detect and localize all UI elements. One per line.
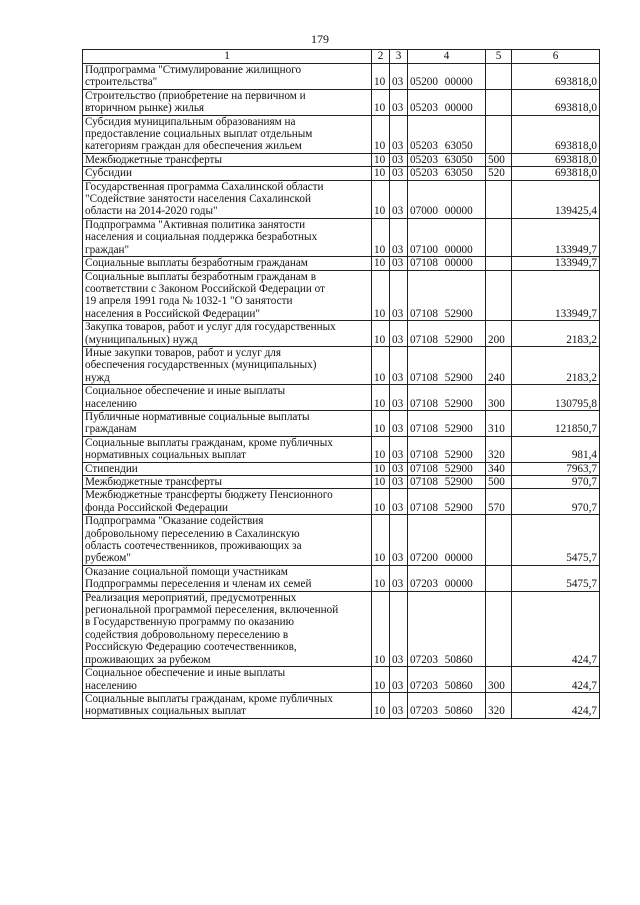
cell-target-article: 05203 63050 [408, 153, 486, 166]
cell-section: 10 [372, 476, 390, 489]
cell-expense-type [486, 115, 512, 153]
table-row [83, 489, 600, 515]
cell-section: 10 [372, 64, 390, 90]
cell-section: 10 [372, 153, 390, 166]
column-header-amount: 6 [512, 50, 600, 64]
cell-subsection: 03 [390, 115, 408, 153]
cell-subsection: 03 [390, 462, 408, 475]
cell-name: Стипендии [83, 462, 372, 475]
cell-section: 10 [372, 436, 390, 462]
cell-target-article: 07203 50860 [408, 591, 486, 666]
cell-expense-type: 300 [486, 667, 512, 693]
cell-amount: 133949,7 [512, 218, 600, 256]
cell-target-article: 07108 52900 [408, 321, 486, 347]
cell-name: Социальные выплаты безработным гражданам [83, 257, 372, 270]
table-row [83, 180, 600, 218]
cell-target-article: 07108 52900 [408, 346, 486, 384]
cell-section: 10 [372, 115, 390, 153]
cell-expense-type: 240 [486, 346, 512, 384]
table-row [83, 89, 600, 115]
cell-subsection: 03 [390, 565, 408, 591]
table-row [83, 462, 600, 475]
cell-amount: 970,7 [512, 489, 600, 515]
cell-target-article: 07108 52900 [408, 385, 486, 411]
cell-expense-type: 570 [486, 489, 512, 515]
table-row [83, 385, 600, 411]
cell-name: Социальные выплаты безработным гражданам в соответствии с Законом Российской Федерации от 19 апреля 1991 года № 1032-1 "О занятости населения в Российской Федерации" [83, 270, 372, 321]
cell-subsection: 03 [390, 692, 408, 718]
budget-table [82, 49, 600, 719]
cell-name: Социальное обеспечение и иные выплаты населению [83, 667, 372, 693]
cell-section: 10 [372, 346, 390, 384]
cell-subsection: 03 [390, 218, 408, 256]
cell-name: Субсидия муниципальным образованиям на предоставление социальных выплат отдельным категориям граждан для обеспечения жильем [83, 115, 372, 153]
column-header-subsection: 3 [390, 50, 408, 64]
cell-amount: 424,7 [512, 692, 600, 718]
cell-expense-type: 500 [486, 153, 512, 166]
cell-section: 10 [372, 462, 390, 475]
cell-name: Государственная программа Сахалинской области "Содействие занятости населения Сахалинской области на 2014-2020 годы" [83, 180, 372, 218]
cell-subsection: 03 [390, 436, 408, 462]
cell-amount: 424,7 [512, 667, 600, 693]
cell-section: 10 [372, 89, 390, 115]
cell-expense-type [486, 270, 512, 321]
cell-target-article: 07108 00000 [408, 257, 486, 270]
cell-name: Подпрограмма "Оказание содействия добровольному переселению в Сахалинскую область соотечественников, проживающих за рубежом" [83, 515, 372, 566]
table-row [83, 667, 600, 693]
column-header-section: 2 [372, 50, 390, 64]
cell-name: Подпрограмма "Стимулирование жилищного строительства" [83, 64, 372, 90]
cell-section: 10 [372, 667, 390, 693]
table-row [83, 153, 600, 166]
cell-target-article: 05203 63050 [408, 167, 486, 180]
cell-subsection: 03 [390, 385, 408, 411]
cell-name: Оказание социальной помощи участникам Подпрограммы переселения и членам их семей [83, 565, 372, 591]
table-row [83, 346, 600, 384]
cell-target-article: 07203 00000 [408, 565, 486, 591]
cell-section: 10 [372, 321, 390, 347]
cell-name: Социальные выплаты гражданам, кроме публичных нормативных социальных выплат [83, 692, 372, 718]
cell-section: 10 [372, 489, 390, 515]
cell-target-article: 07108 52900 [408, 436, 486, 462]
cell-expense-type [486, 515, 512, 566]
cell-amount: 133949,7 [512, 257, 600, 270]
cell-subsection: 03 [390, 591, 408, 666]
cell-target-article: 05200 00000 [408, 64, 486, 90]
cell-amount: 7963,7 [512, 462, 600, 475]
cell-subsection: 03 [390, 89, 408, 115]
cell-section: 10 [372, 218, 390, 256]
cell-expense-type: 320 [486, 692, 512, 718]
column-header-expense-type: 5 [486, 50, 512, 64]
cell-name: Межбюджетные трансферты [83, 476, 372, 489]
cell-subsection: 03 [390, 346, 408, 384]
cell-amount: 424,7 [512, 591, 600, 666]
cell-section: 10 [372, 515, 390, 566]
cell-amount: 121850,7 [512, 410, 600, 436]
cell-section: 10 [372, 692, 390, 718]
cell-amount: 693818,0 [512, 115, 600, 153]
cell-amount: 693818,0 [512, 153, 600, 166]
table-row [83, 64, 600, 90]
cell-expense-type [486, 89, 512, 115]
cell-section: 10 [372, 565, 390, 591]
cell-section: 10 [372, 591, 390, 666]
cell-amount: 139425,4 [512, 180, 600, 218]
cell-target-article: 05203 63050 [408, 115, 486, 153]
cell-amount: 693818,0 [512, 89, 600, 115]
cell-expense-type: 200 [486, 321, 512, 347]
table-row [83, 692, 600, 718]
column-header-target-article: 4 [408, 50, 486, 64]
cell-target-article: 07000 00000 [408, 180, 486, 218]
cell-target-article: 07108 52900 [408, 462, 486, 475]
cell-amount: 970,7 [512, 476, 600, 489]
cell-target-article: 07100 00000 [408, 218, 486, 256]
cell-section: 10 [372, 410, 390, 436]
table-row [83, 257, 600, 270]
table-row [83, 436, 600, 462]
table-row [83, 167, 600, 180]
table-row [83, 321, 600, 347]
cell-subsection: 03 [390, 667, 408, 693]
cell-subsection: 03 [390, 270, 408, 321]
cell-name: Публичные нормативные социальные выплаты гражданам [83, 410, 372, 436]
cell-expense-type [486, 591, 512, 666]
cell-expense-type: 500 [486, 476, 512, 489]
cell-subsection: 03 [390, 257, 408, 270]
cell-subsection: 03 [390, 167, 408, 180]
cell-expense-type: 320 [486, 436, 512, 462]
column-header-name: 1 [83, 50, 372, 64]
cell-name: Иные закупки товаров, работ и услуг для обеспечения государственных (муниципальных) нужд [83, 346, 372, 384]
cell-target-article: 07203 50860 [408, 667, 486, 693]
cell-target-article: 07108 52900 [408, 410, 486, 436]
cell-name: Реализация мероприятий, предусмотренных региональной программой переселения, включенной в Государственную программу по оказанию содействия добровольному переселению в Российскую Федерацию соотечественников, проживающих за рубежом [83, 591, 372, 666]
cell-expense-type: 340 [486, 462, 512, 475]
table-row [83, 115, 600, 153]
cell-expense-type: 300 [486, 385, 512, 411]
table-row [83, 218, 600, 256]
cell-name: Межбюджетные трансферты бюджету Пенсионного фонда Российской Федерации [83, 489, 372, 515]
cell-expense-type: 520 [486, 167, 512, 180]
cell-section: 10 [372, 257, 390, 270]
table-row [83, 410, 600, 436]
cell-amount: 2183,2 [512, 346, 600, 384]
cell-name: Подпрограмма "Активная политика занятости населения и социальная поддержка безработных граждан" [83, 218, 372, 256]
cell-subsection: 03 [390, 64, 408, 90]
cell-name: Социальное обеспечение и иные выплаты населению [83, 385, 372, 411]
table-body [83, 64, 600, 719]
cell-expense-type [486, 565, 512, 591]
cell-expense-type [486, 257, 512, 270]
cell-name: Субсидии [83, 167, 372, 180]
cell-name: Строительство (приобретение на первичном и вторичном рынке) жилья [83, 89, 372, 115]
cell-target-article: 07108 52900 [408, 476, 486, 489]
cell-subsection: 03 [390, 180, 408, 218]
cell-amount: 5475,7 [512, 565, 600, 591]
cell-amount: 5475,7 [512, 515, 600, 566]
cell-amount: 693818,0 [512, 167, 600, 180]
cell-section: 10 [372, 385, 390, 411]
cell-subsection: 03 [390, 476, 408, 489]
cell-name: Закупка товаров, работ и услуг для государственных (муниципальных) нужд [83, 321, 372, 347]
cell-section: 10 [372, 180, 390, 218]
cell-target-article: 05203 00000 [408, 89, 486, 115]
table-row [83, 476, 600, 489]
cell-subsection: 03 [390, 410, 408, 436]
cell-section: 10 [372, 167, 390, 180]
cell-amount: 981,4 [512, 436, 600, 462]
cell-expense-type: 310 [486, 410, 512, 436]
cell-section: 10 [372, 270, 390, 321]
cell-name: Межбюджетные трансферты [83, 153, 372, 166]
page-number: 179 [311, 32, 329, 46]
cell-target-article: 07108 52900 [408, 270, 486, 321]
table-row [83, 565, 600, 591]
cell-target-article: 07203 50860 [408, 692, 486, 718]
cell-amount: 2183,2 [512, 321, 600, 347]
table-row [83, 515, 600, 566]
cell-target-article: 07108 52900 [408, 489, 486, 515]
cell-amount: 133949,7 [512, 270, 600, 321]
cell-expense-type [486, 64, 512, 90]
cell-expense-type [486, 218, 512, 256]
cell-target-article: 07200 00000 [408, 515, 486, 566]
table-header-row [83, 50, 600, 64]
cell-amount: 130795,8 [512, 385, 600, 411]
cell-subsection: 03 [390, 153, 408, 166]
cell-amount: 693818,0 [512, 64, 600, 90]
table-row [83, 591, 600, 666]
cell-subsection: 03 [390, 515, 408, 566]
cell-subsection: 03 [390, 489, 408, 515]
table-row [83, 270, 600, 321]
cell-expense-type [486, 180, 512, 218]
cell-subsection: 03 [390, 321, 408, 347]
cell-name: Социальные выплаты гражданам, кроме публичных нормативных социальных выплат [83, 436, 372, 462]
